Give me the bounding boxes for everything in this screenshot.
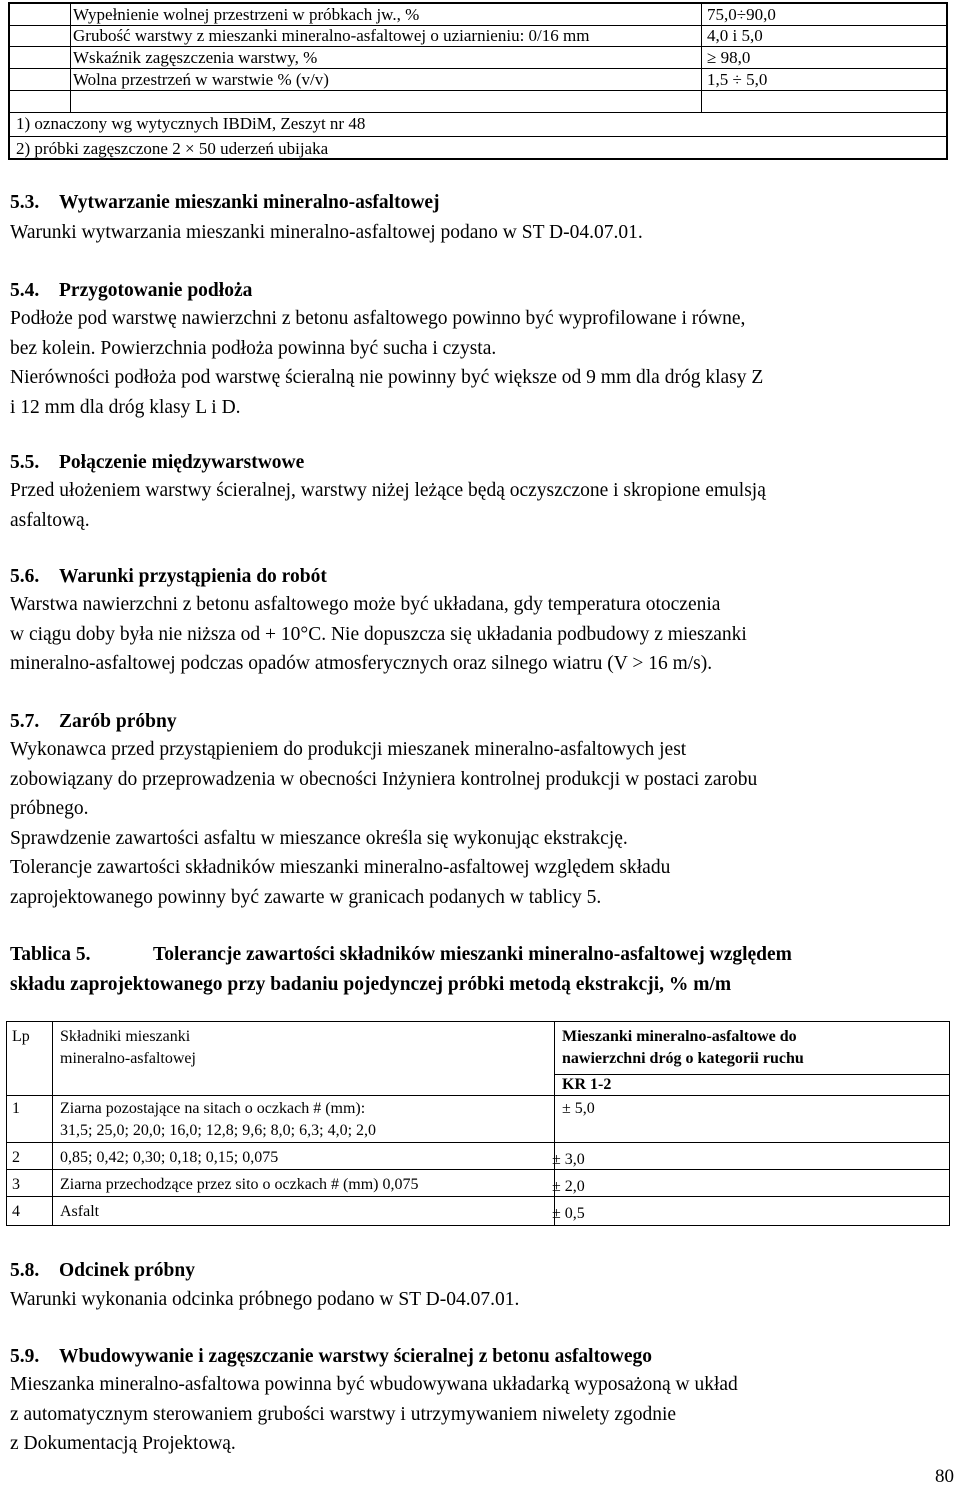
row-value: 75,0÷90,0 <box>707 5 776 24</box>
text-line: Mieszanka mineralno-asfaltowa powinna być wbudowywana układarką wyposażoną w układ <box>10 1374 738 1395</box>
row-label: Wskaźnik zagęszczenia warstwy, % <box>73 48 318 67</box>
section-heading <box>10 452 304 474</box>
paragraph <box>10 1285 519 1315</box>
table-note <box>10 113 946 134</box>
text-line: bez kolein. Powierzchnia podłoża powinna być sucha i czysta. <box>10 337 497 359</box>
header-mix: nawierzchni dróg o kategorii ruchu <box>562 1050 804 1067</box>
section-heading <box>10 566 327 588</box>
header-component: Składniki mieszanki <box>60 1028 191 1045</box>
table-rule <box>6 1021 7 1226</box>
text-line: Tolerancje zawartości składników mieszanki mineralno-asfaltowej względem składu <box>10 857 671 878</box>
section-number: 5.7. <box>10 711 40 732</box>
table-note <box>10 138 946 159</box>
cell-component: 0,85; 0,42; 0,30; 0,18; 0,15; 0,075 <box>60 1149 279 1166</box>
section-number: 5.8. <box>10 1260 40 1281</box>
text-line: mineralno-asfaltowej podczas opadów atmosferycznych oraz silnego wiatru (V > 16 m/s). <box>10 653 713 674</box>
cell-component: Asfalt <box>60 1203 100 1220</box>
table-row <box>10 4 946 25</box>
row-value: 1,5 ÷ 5,0 <box>707 70 768 89</box>
page-number: 80 <box>935 1466 954 1487</box>
table-caption <box>10 940 792 1000</box>
text-line: Wykonawca przed przystąpieniem do produkcji mieszanek mineralno-asfaltowych jest <box>10 739 687 760</box>
caption-label: Tablica 5. <box>10 944 91 965</box>
table-rule <box>10 90 946 91</box>
text-line: i 12 mm dla dróg klasy L i D. <box>10 396 241 418</box>
cell-tolerance: ± 2,0 <box>552 1178 585 1195</box>
cell-component: Ziarna przechodzące przez sito o oczkach # (mm) 0,075 <box>60 1176 419 1193</box>
header-category: KR 1-2 <box>562 1076 612 1093</box>
header-lp: Lp <box>12 1028 30 1045</box>
section-heading <box>10 1346 652 1368</box>
section-title: Zarób próbny <box>59 711 177 732</box>
table-row <box>10 47 946 68</box>
paragraph <box>10 590 747 679</box>
cell-component: Ziarna pozostające na sitach o oczkach # (mm): <box>60 1100 366 1117</box>
text-line: Warunki wytwarzania mieszanki mineralno-asfaltowej podano w ST D-04.07.01. <box>10 222 643 243</box>
text-line: Warstwa nawierzchni z betonu asfaltowego może być układana, gdy temperatura otoczenia <box>10 594 721 615</box>
row-label: Grubość warstwy z mieszanki mineralno-asfaltowej o uziarnieniu: 0/16 mm <box>73 26 590 45</box>
text-line: zaprojektowanego powinny być zawarte w granicach podanych w tablicy 5. <box>10 886 602 908</box>
cell-component: 31,5; 25,0; 20,0; 16,0; 12,8; 9,6; 8,0; 6,3; 4,0; 2,0 <box>60 1122 377 1139</box>
header-component: mineralno-asfaltowej <box>60 1050 196 1067</box>
row-label: Wolna przestrzeń w warstwie % (v/v) <box>73 70 329 89</box>
table-row <box>10 69 946 90</box>
text-line: zobowiązany do przeprowadzenia w obecności Inżyniera kontrolnej produkcji w postaci zarobu <box>10 768 758 790</box>
text-line: w ciągu doby była nie niższa od + 10°C. Nie dopuszcza się układania podbudowy z mieszanki <box>10 623 747 645</box>
section-title: Połączenie międzywarstwowe <box>59 452 305 473</box>
table-rule <box>6 1095 950 1096</box>
table-rule <box>6 1142 950 1143</box>
paragraph <box>10 476 766 535</box>
section-heading <box>10 711 177 733</box>
table-rule <box>554 1074 950 1075</box>
section-heading <box>10 1260 195 1282</box>
row-label: Wypełnienie wolnej przestrzeni w próbkach jw., % <box>73 5 420 24</box>
section-heading <box>10 192 440 214</box>
paragraph <box>10 304 763 422</box>
cell-tolerance: ± 3,0 <box>552 1151 585 1168</box>
section-title: Wbudowywanie i zagęszczanie warstwy ścieralnej z betonu asfaltowego <box>59 1346 653 1367</box>
text-line: Podłoże pod warstwę nawierzchni z betonu asfaltowego powinno być wyprofilowane i równe, <box>10 308 746 329</box>
table-rule <box>6 1225 950 1226</box>
table-rule <box>949 1021 950 1226</box>
footnote-2: 2) próbki zagęszczone 2 × 50 uderzeń ubijaka <box>16 139 329 158</box>
requirements-table <box>8 2 948 160</box>
table-rule <box>52 1021 53 1226</box>
text-line: Sprawdzenie zawartości asfaltu w mieszance określa się wykonując ekstrakcję. <box>10 827 628 849</box>
table-rule <box>6 1021 950 1022</box>
table-rule <box>6 1169 950 1170</box>
paragraph <box>10 735 757 912</box>
cell-tolerance: ± 0,5 <box>552 1205 585 1222</box>
table-rule <box>6 1196 950 1197</box>
caption-title: Tolerancje zawartości składników mieszanki mineralno-asfaltowej względem <box>153 944 792 965</box>
section-heading <box>10 280 252 302</box>
cell-lp: 4 <box>12 1203 20 1220</box>
header-mix: Mieszanki mineralno-asfaltowe do <box>562 1028 797 1045</box>
cell-tolerance: ± 5,0 <box>562 1100 595 1117</box>
text-line: asfaltową. <box>10 509 90 531</box>
text-line: z automatycznym sterowaniem grubości warstwy i utrzymywaniem niwelety zgodnie <box>10 1403 677 1425</box>
section-title: Przygotowanie podłoża <box>59 280 253 301</box>
section-number: 5.9. <box>10 1346 40 1367</box>
paragraph <box>10 1370 738 1459</box>
text-line: Przed ułożeniem warstwy ścieralnej, warstwy niżej leżące będą oczyszczone i skropione emulsją <box>10 480 766 501</box>
row-value: 4,0 i 5,0 <box>707 26 763 45</box>
text-line: Warunki wykonania odcinka próbnego podano w ST D-04.07.01. <box>10 1289 520 1310</box>
cell-lp: 2 <box>12 1149 20 1166</box>
cell-lp: 3 <box>12 1176 20 1193</box>
section-title: Warunki przystąpienia do robót <box>59 566 327 587</box>
text-line: Nierówności podłoża pod warstwę ścieralną nie powinny być większe od 9 mm dla dróg klasy Z <box>10 367 764 388</box>
paragraph <box>10 218 643 248</box>
text-line: próbnego. <box>10 798 89 819</box>
section-number: 5.5. <box>10 452 40 473</box>
caption-title-continued: składu zaprojektowanego przy badaniu pojedynczej próbki metodą ekstrakcji, % m/m <box>10 974 732 995</box>
row-value: ≥ 98,0 <box>707 48 751 67</box>
text-line: z Dokumentacją Projektową. <box>10 1433 236 1454</box>
tolerance-table <box>6 1021 956 1227</box>
table-rule <box>10 136 946 137</box>
table-row <box>10 25 946 46</box>
cell-lp: 1 <box>12 1100 20 1117</box>
section-number: 5.4. <box>10 280 40 301</box>
section-title: Wytwarzanie mieszanki mineralno-asfaltowej <box>59 192 440 213</box>
section-number: 5.3. <box>10 192 40 213</box>
footnote-1: 1) oznaczony wg wytycznych IBDiM, Zeszyt nr 48 <box>16 114 366 133</box>
section-title: Odcinek próbny <box>59 1260 195 1281</box>
section-number: 5.6. <box>10 566 40 587</box>
